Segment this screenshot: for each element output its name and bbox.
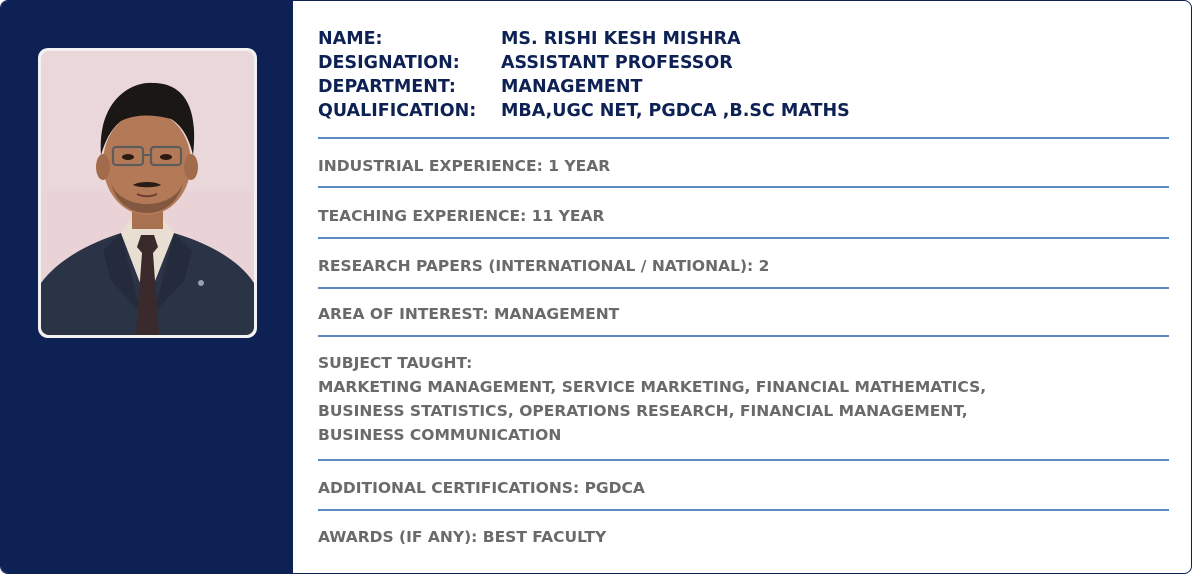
- qualification-label: QUALIFICATION:: [318, 101, 477, 121]
- area-of-interest: AREA OF INTEREST: MANAGEMENT: [318, 305, 620, 323]
- portrait-image: [41, 51, 254, 335]
- subject-taught-label: SUBJECT TAUGHT:: [318, 354, 473, 372]
- divider: [318, 137, 1169, 139]
- designation-row: [318, 51, 850, 75]
- faculty-photo: [38, 48, 257, 338]
- name-row: [318, 27, 850, 51]
- department-row: [318, 75, 850, 99]
- awards: AWARDS (IF ANY): BEST FACULTY: [318, 528, 607, 546]
- name-label: NAME:: [318, 29, 383, 49]
- divider: [318, 335, 1169, 337]
- divider: [318, 459, 1169, 461]
- qualification-row: [318, 99, 850, 123]
- additional-certifications: ADDITIONAL CERTIFICATIONS: PGDCA: [318, 479, 645, 497]
- subject-taught-line: MARKETING MANAGEMENT, SERVICE MARKETING, FINANCIAL MATHEMATICS,: [318, 378, 987, 396]
- research-papers: RESEARCH PAPERS (INTERNATIONAL / NATIONAL): 2: [318, 257, 770, 275]
- divider: [318, 287, 1169, 289]
- subject-taught-line: BUSINESS STATISTICS, OPERATIONS RESEARCH, FINANCIAL MANAGEMENT,: [318, 402, 968, 420]
- industrial-experience: INDUSTRIAL EXPERIENCE: 1 YEAR: [318, 157, 611, 175]
- department-label: DEPARTMENT:: [318, 77, 456, 97]
- teaching-experience: TEACHING EXPERIENCE: 11 YEAR: [318, 207, 605, 225]
- divider: [318, 237, 1169, 239]
- qualification-value: MBA,UGC NET, PGDCA ,B.SC MATHS: [501, 101, 850, 121]
- details-panel: [293, 1, 1191, 573]
- photo-panel: [1, 1, 293, 573]
- designation-value: ASSISTANT PROFESSOR: [501, 53, 733, 73]
- name-value: MS. RISHI KESH MISHRA: [501, 29, 741, 49]
- profile-header: [318, 27, 850, 123]
- department-value: MANAGEMENT: [501, 77, 643, 97]
- subject-taught-line: BUSINESS COMMUNICATION: [318, 426, 562, 444]
- divider: [318, 186, 1169, 188]
- subject-taught: [318, 351, 986, 447]
- divider: [318, 509, 1169, 511]
- designation-label: DESIGNATION:: [318, 53, 460, 73]
